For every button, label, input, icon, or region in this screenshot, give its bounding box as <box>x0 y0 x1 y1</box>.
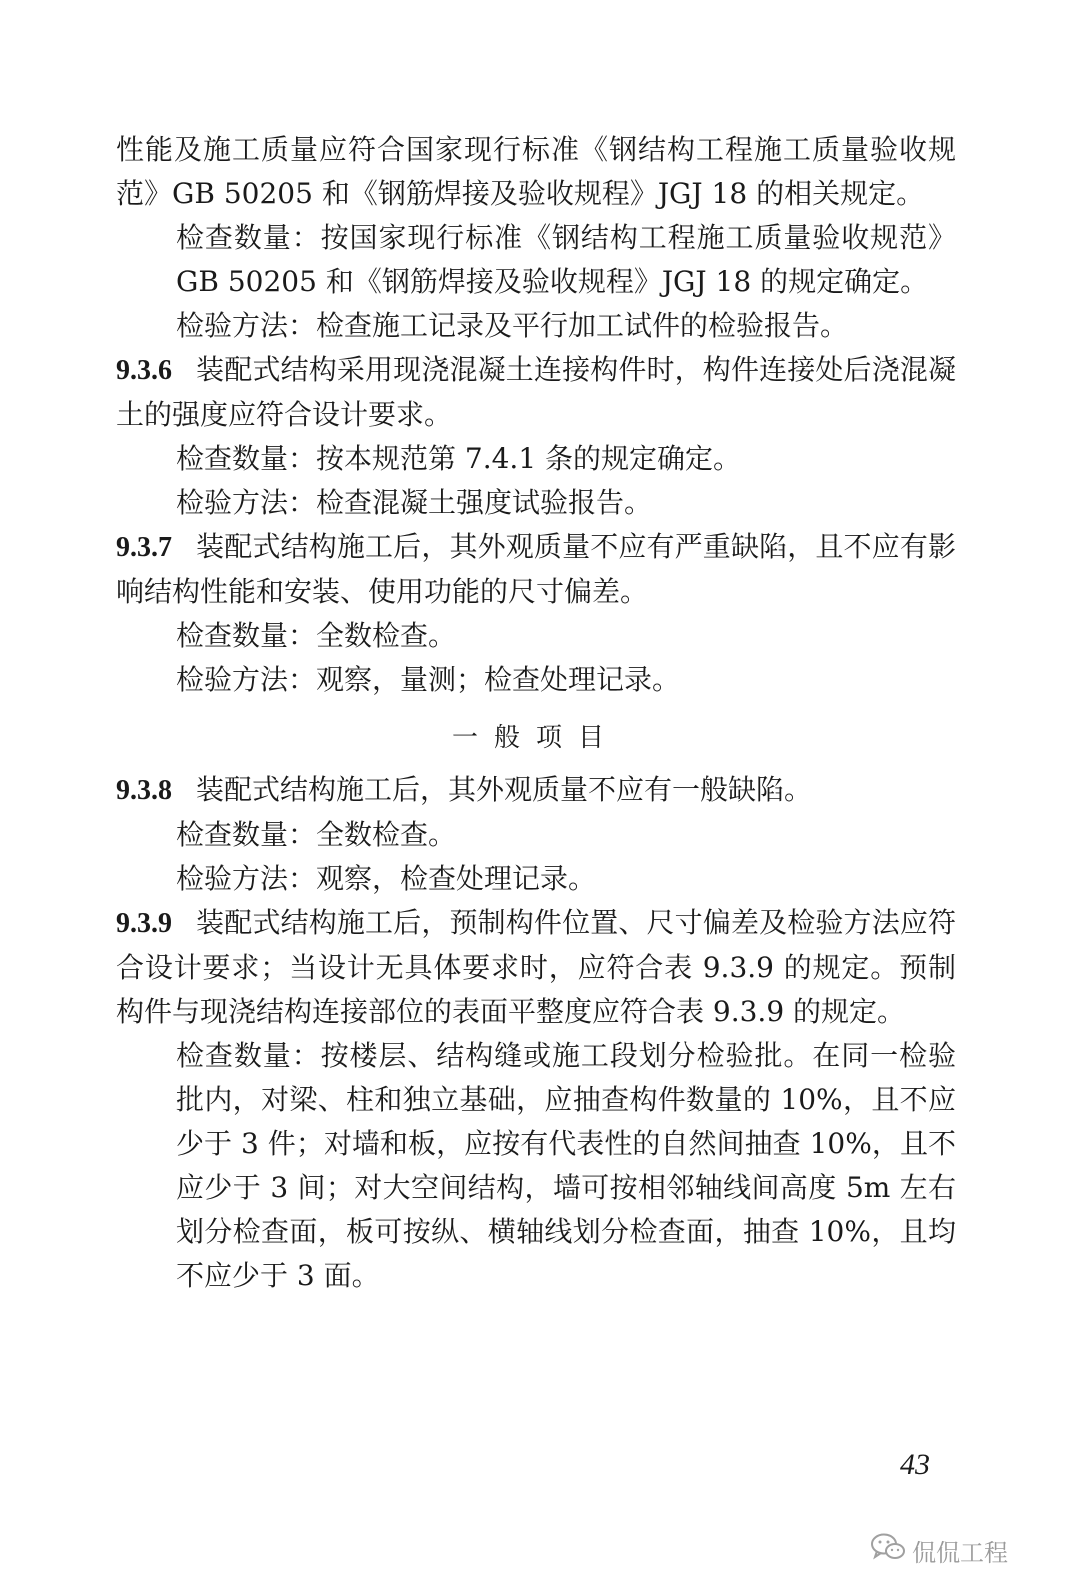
inspection-quantity: 检查数量：按国家现行标准《钢结构工程施工质量验收规范》GB 50205 和《钢筋焊接及验收规程》JGJ 18 的规定确定。 <box>176 221 956 298</box>
clause-text: 装配式结构施工后，其外观质量不应有严重缺陷，且不应有影响结构性能和安装、使用功能的尺寸偏差。 <box>116 530 956 608</box>
watermark <box>870 1532 1008 1568</box>
clause-9-3-6 <box>116 348 956 437</box>
clause-9-3-8 <box>116 768 956 813</box>
watermark-text: 侃侃工程 <box>912 1538 1008 1567</box>
inspection-quantity: 检查数量：全数检查。 <box>176 619 457 652</box>
clause-text: 装配式结构施工后，预制构件位置、尺寸偏差及检验方法应符合设计要求；当设计无具体要求时，应符合表 9.3.9 的规定。预制构件与现浇结构连接部位的表面平整度应符合表 9.3.9 的规定。 <box>116 906 956 1028</box>
clause-9-3-7 <box>116 525 956 614</box>
wechat-icon <box>870 1532 906 1568</box>
paragraph-continued: 性能及施工质量应符合国家现行标准《钢结构工程施工质量验收规范》GB 50205 和《钢筋焊接及验收规程》JGJ 18 的相关规定。 <box>116 133 956 210</box>
clause-9-3-9 <box>116 901 956 1034</box>
inspection-quantity: 检查数量：全数检查。 <box>176 818 457 851</box>
clause-number: 9.3.8 <box>116 775 172 806</box>
section-heading: 一般项目 <box>451 723 620 753</box>
clause-text: 装配式结构施工后，其外观质量不应有一般缺陷。 <box>196 773 813 806</box>
clause-number: 9.3.7 <box>116 532 172 563</box>
inspection-method: 检验方法：观察，量测；检查处理记录。 <box>176 663 681 696</box>
inspection-method: 检验方法：检查混凝土强度试验报告。 <box>176 486 653 519</box>
clause-number: 9.3.6 <box>116 355 172 386</box>
inspection-method: 检验方法：观察，检查处理记录。 <box>176 862 597 895</box>
clause-number: 9.3.9 <box>116 908 172 939</box>
page-number: 43 <box>900 1448 930 1481</box>
inspection-quantity: 检查数量：按楼层、结构缝或施工段划分检验批。在同一检验批内，对梁、柱和独立基础，应抽查构件数量的 10%，且不应少于 3 件；对墙和板，应按有代表性的自然间抽查 10%，且不应少于 3 间；对大空间结构，墙可按相邻轴线间高度 5m 左右划分检查面，板可按纵、横轴线划分检查面，抽查 10%，且均不应少于 3 面。 <box>176 1039 956 1292</box>
inspection-method: 检验方法：检查施工记录及平行加工试件的检验报告。 <box>176 309 849 342</box>
document-body <box>116 128 956 1298</box>
clause-text: 装配式结构采用现浇混凝土连接构件时，构件连接处后浇混凝土的强度应符合设计要求。 <box>116 353 956 431</box>
inspection-quantity: 检查数量：按本规范第 7.4.1 条的规定确定。 <box>176 442 742 475</box>
